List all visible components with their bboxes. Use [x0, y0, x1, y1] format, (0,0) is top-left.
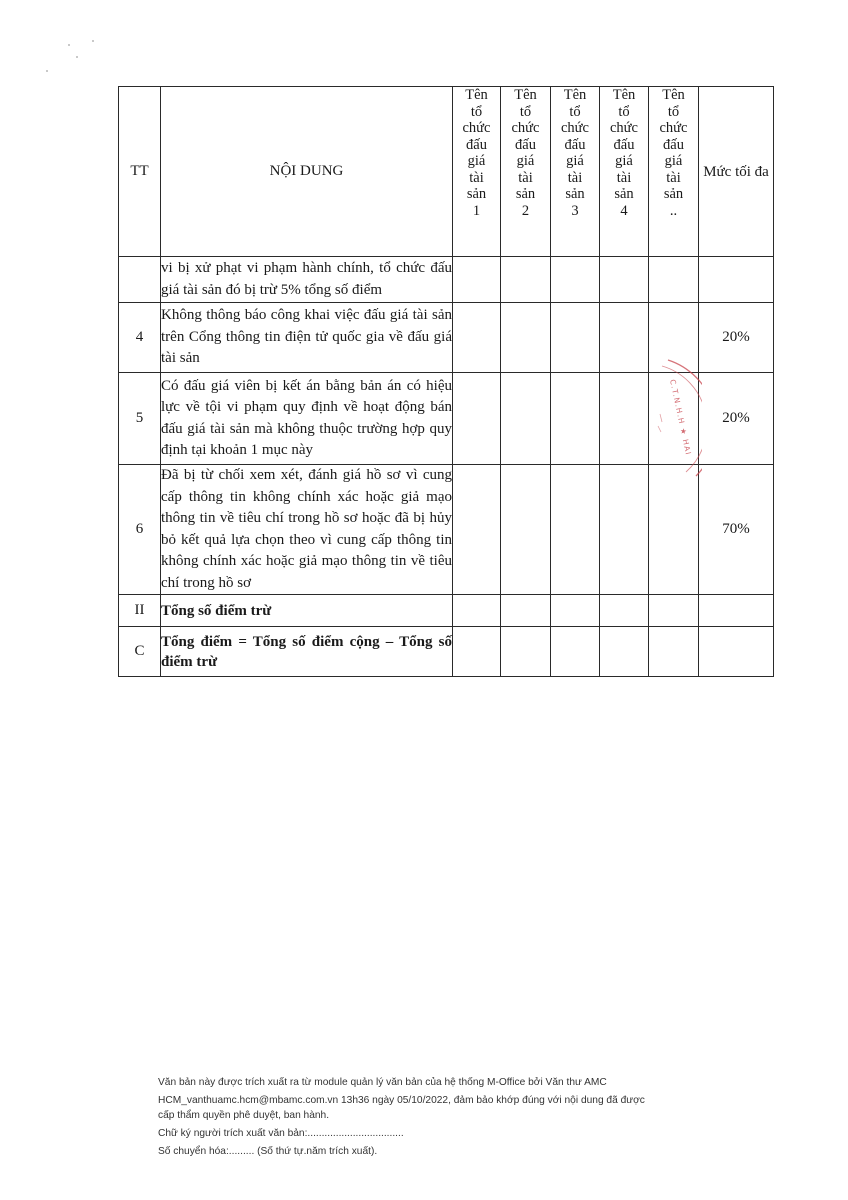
- row-max: 20%: [699, 373, 774, 465]
- score-cell: [501, 627, 551, 677]
- score-cell: [649, 595, 699, 627]
- footer-line-4: Chữ ký người trích xuất văn bản:..................................: [158, 1128, 404, 1139]
- score-cell: [551, 257, 600, 303]
- header-org-4: Tên tổ chức đấu giá tài sản 4: [600, 87, 649, 257]
- scan-speck: [46, 70, 48, 72]
- red-seal-stamp: [646, 356, 702, 482]
- row-number: 5: [119, 373, 161, 465]
- svg-text:C.T.N.H.H ★ HAI: C.T.N.H.H ★ HAI: [668, 378, 694, 457]
- footer-line-1: Văn bản này được trích xuất ra từ module quản lý văn bản của hệ thống M-Office bởi Văn thư AMC: [158, 1077, 607, 1088]
- footer-line-5: Số chuyển hóa:......... (Số thứ tự.năm trích xuất).: [158, 1146, 378, 1157]
- score-cell: [501, 595, 551, 627]
- header-content: NỘI DUNG: [161, 87, 453, 257]
- score-cell: [600, 595, 649, 627]
- score-cell: [501, 465, 551, 595]
- scan-speck: [68, 44, 70, 46]
- score-cell: [600, 465, 649, 595]
- score-cell: [551, 595, 600, 627]
- score-cell: [551, 373, 600, 465]
- footer-line-2: HCM_vanthuamc.hcm@mbamc.com.vn 13h36 ngày 05/10/2022, đảm bảo khớp đúng với nội dung đã được: [158, 1095, 645, 1106]
- row-max: [699, 257, 774, 303]
- row-content: Đã bị từ chối xem xét, đánh giá hồ sơ vì cung cấp thông tin không chính xác hoặc giả mạo thông tin về tiêu chí trong hồ sơ hoặc đã bị hủy bỏ kết quả lựa chọn theo vì cung cấp thông tin không chính xác hoặc giả mạo thông tin về tiêu chí trong hồ sơ: [161, 465, 453, 595]
- row-max: 70%: [699, 465, 774, 595]
- score-cell: [649, 627, 699, 677]
- score-cell: [453, 595, 501, 627]
- score-cell: [453, 373, 501, 465]
- score-cell: [453, 465, 501, 595]
- header-row: [119, 87, 774, 257]
- row-number: C: [119, 627, 161, 677]
- row-number: [119, 257, 161, 303]
- header-max: Mức tối đa: [699, 87, 774, 257]
- header-org-2: Tên tổ chức đấu giá tài sản 2: [501, 87, 551, 257]
- header-org-5: Tên tổ chức đấu giá tài sản ..: [649, 87, 699, 257]
- row-max: [699, 627, 774, 677]
- scan-speck: [76, 56, 78, 58]
- table-row: [119, 257, 774, 303]
- header-org-3: Tên tổ chức đấu giá tài sản 3: [551, 87, 600, 257]
- score-cell: [453, 257, 501, 303]
- score-cell: [501, 257, 551, 303]
- row-number: 6: [119, 465, 161, 595]
- table-row: [119, 595, 774, 627]
- footer-line-3: cấp thẩm quyền phê duyệt, ban hành.: [158, 1110, 330, 1121]
- score-cell: [600, 373, 649, 465]
- score-cell: [453, 303, 501, 373]
- score-cell: [649, 465, 699, 595]
- table-row: [119, 627, 774, 677]
- row-content: Không thông báo công khai việc đấu giá tài sản trên Cổng thông tin điện tử quốc gia về đấu giá tài sản: [161, 303, 453, 373]
- row-max: [699, 595, 774, 627]
- row-number: 4: [119, 303, 161, 373]
- score-cell: [453, 627, 501, 677]
- table-row: [119, 465, 774, 595]
- score-cell: [501, 303, 551, 373]
- scan-speck: [92, 40, 94, 42]
- row-number: II: [119, 595, 161, 627]
- score-cell: [649, 257, 699, 303]
- header-tt: TT: [119, 87, 161, 257]
- row-content: Tổng điểm = Tổng số điểm cộng – Tổng số điểm trừ: [161, 627, 453, 677]
- row-content: vi bị xử phạt vi phạm hành chính, tổ chức đấu giá tài sản đó bị trừ 5% tổng số điểm: [161, 257, 453, 303]
- score-cell: [551, 465, 600, 595]
- score-cell: [551, 303, 600, 373]
- score-cell: [551, 627, 600, 677]
- score-cell: [600, 627, 649, 677]
- score-cell: [501, 373, 551, 465]
- row-content: Tổng số điểm trừ: [161, 595, 453, 627]
- score-cell: [600, 303, 649, 373]
- header-org-1: Tên tổ chức đấu giá tài sản 1: [453, 87, 501, 257]
- row-max: 20%: [699, 303, 774, 373]
- row-content: Có đấu giá viên bị kết án bằng bản án có hiệu lực về tội vi phạm quy định về hoạt động bán đấu giá tài sản mà không thuộc trường hợp quy định tại khoản 1 mục này: [161, 373, 453, 465]
- extraction-footer: [158, 1074, 718, 1161]
- score-cell: [600, 257, 649, 303]
